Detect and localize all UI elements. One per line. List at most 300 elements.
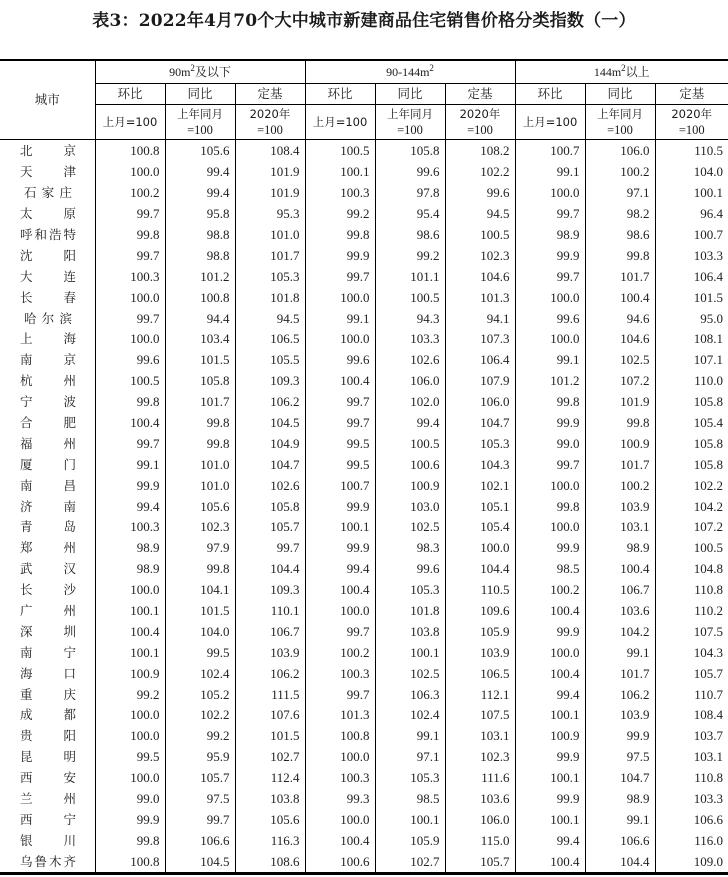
index-value-cell: 110.0 xyxy=(694,373,724,389)
index-value-cell: 100.0 xyxy=(95,287,165,308)
index-value-cell: 100.8 xyxy=(95,851,165,873)
index-value-cell: 100.2 xyxy=(95,183,165,204)
table-row xyxy=(0,162,728,183)
index-value-cell: 100.9 xyxy=(585,433,655,454)
index-value-cell: 106.4 xyxy=(445,350,515,371)
index-value-cell: 97.1 xyxy=(375,747,445,768)
index-value-cell: 99.7 xyxy=(95,245,165,266)
index-value-cell: 100.9 xyxy=(515,726,585,747)
index-value-cell: 112.1 xyxy=(445,684,515,705)
group-sup: 2 xyxy=(429,63,434,73)
index-value-cell: 100.9 xyxy=(375,475,445,496)
index-value-cell: 99.6 xyxy=(445,183,515,204)
index-value-cell: 99.6 xyxy=(515,308,585,329)
index-value-cell: 98.5 xyxy=(375,789,445,810)
index-value-cell: 103.6 xyxy=(585,601,655,622)
index-value-cell: 105.3 xyxy=(375,768,445,789)
index-value-cell: 112.4 xyxy=(235,768,305,789)
index-value-cell: 102.7 xyxy=(375,851,445,873)
index-value-cell: 100.8 xyxy=(165,287,235,308)
table-row xyxy=(0,350,728,371)
city-name-cell xyxy=(0,329,95,350)
index-value-cell: 95.8 xyxy=(165,204,235,225)
city-name-cell xyxy=(0,371,95,392)
index-value-cell: 100.5 xyxy=(305,140,375,162)
index-value-cell: 102.7 xyxy=(235,747,305,768)
city-name: 乌鲁木齐 xyxy=(20,853,76,869)
index-value-cell: 103.4 xyxy=(165,329,235,350)
city-name: 成都 xyxy=(20,707,76,723)
index-value-cell: 100.0 xyxy=(515,475,585,496)
index-value-cell: 104.8 xyxy=(693,561,724,577)
index-value-cell: 100.4 xyxy=(515,601,585,622)
index-value-cell: 108.1 xyxy=(693,331,724,347)
index-value-cell: 97.9 xyxy=(165,538,235,559)
base-label-line2: =100 xyxy=(187,123,213,137)
index-value-cell: 105.8 xyxy=(235,496,305,517)
index-value-cell: 103.9 xyxy=(445,642,515,663)
index-value-cell: 103.1 xyxy=(693,749,724,765)
group-sup: 2 xyxy=(190,63,195,73)
index-value-cell: 101.8 xyxy=(235,287,305,308)
table-row xyxy=(0,789,728,810)
index-value-cell: 100.0 xyxy=(305,747,375,768)
price-index-table xyxy=(0,59,728,875)
index-value-cell: 97.1 xyxy=(585,183,655,204)
index-value-cell: 108.4 xyxy=(235,140,305,162)
base-label-line2: =100 xyxy=(678,123,705,137)
index-value-cell: 98.3 xyxy=(375,538,445,559)
index-value-cell: 106.2 xyxy=(585,684,655,705)
sub-header-cell: 环比 xyxy=(515,84,585,105)
city-name: 北京 xyxy=(20,143,76,159)
city-name: 广州 xyxy=(20,603,76,619)
index-value-cell: 99.6 xyxy=(305,350,375,371)
city-name: 深圳 xyxy=(20,623,76,639)
index-value-cell: 97.5 xyxy=(585,747,655,768)
index-value-cell: 100.4 xyxy=(305,830,375,851)
index-value-cell: 102.3 xyxy=(445,245,515,266)
index-value-cell: 98.9 xyxy=(585,538,655,559)
city-name-cell xyxy=(0,810,95,831)
city-name: 合肥 xyxy=(20,415,76,431)
index-value-cell: 99.9 xyxy=(305,245,375,266)
table-header xyxy=(0,60,728,140)
base-label-line1: 上月=100 xyxy=(312,115,368,129)
table-row xyxy=(0,517,728,538)
index-value-cell: 99.2 xyxy=(305,204,375,225)
index-value-cell: 96.4 xyxy=(700,206,724,222)
index-value-cell: 100.3 xyxy=(305,183,375,204)
index-value-cell: 98.2 xyxy=(585,204,655,225)
index-value-cell: 102.5 xyxy=(375,663,445,684)
index-value-cell: 98.8 xyxy=(165,245,235,266)
city-name: 郑州 xyxy=(20,540,76,556)
index-value-cell: 104.5 xyxy=(165,851,235,873)
index-value-cell: 105.9 xyxy=(375,830,445,851)
index-value-cell: 101.2 xyxy=(515,371,585,392)
index-value-cell: 95.9 xyxy=(165,747,235,768)
index-value-cell: 99.7 xyxy=(305,413,375,434)
index-value-cell: 99.7 xyxy=(95,433,165,454)
index-value-cell: 99.6 xyxy=(375,162,445,183)
city-name: 青岛 xyxy=(20,519,76,535)
index-value-cell: 100.2 xyxy=(305,642,375,663)
index-value-cell: 104.3 xyxy=(445,454,515,475)
index-value-cell: 105.1 xyxy=(445,496,515,517)
table-row xyxy=(0,580,728,601)
index-value-cell: 99.8 xyxy=(515,392,585,413)
group-label: 144m xyxy=(593,65,622,79)
table-row xyxy=(0,183,728,204)
index-value-cell: 103.1 xyxy=(445,726,515,747)
index-value-cell: 103.9 xyxy=(585,705,655,726)
index-value-cell: 94.3 xyxy=(375,308,445,329)
index-value-cell: 101.5 xyxy=(165,350,235,371)
index-value-cell: 102.2 xyxy=(165,705,235,726)
index-value-cell: 99.7 xyxy=(515,454,585,475)
index-value-cell: 99.7 xyxy=(305,266,375,287)
table-row xyxy=(0,810,728,831)
index-value-cell: 102.2 xyxy=(693,477,724,493)
index-value-cell: 110.7 xyxy=(694,686,724,702)
group-label: 90m xyxy=(169,65,191,79)
index-value-cell: 103.6 xyxy=(445,789,515,810)
index-value-cell: 105.7 xyxy=(235,517,305,538)
table-row xyxy=(0,225,728,246)
index-value-cell: 103.0 xyxy=(375,496,445,517)
index-value-cell: 101.9 xyxy=(235,183,305,204)
city-name-cell xyxy=(0,204,95,225)
table-row xyxy=(0,413,728,434)
index-value-cell: 98.8 xyxy=(165,225,235,246)
city-name-cell xyxy=(0,580,95,601)
index-value-cell: 107.9 xyxy=(445,371,515,392)
index-value-cell: 109.0 xyxy=(693,853,724,869)
index-value-cell: 99.1 xyxy=(515,162,585,183)
index-value-cell: 107.2 xyxy=(585,371,655,392)
index-value-cell: 106.5 xyxy=(235,329,305,350)
index-value-cell: 105.8 xyxy=(693,435,724,451)
index-value-cell: 100.0 xyxy=(305,810,375,831)
index-value-cell: 103.7 xyxy=(693,728,724,744)
index-value-cell: 99.8 xyxy=(165,433,235,454)
base-header-cell xyxy=(235,105,305,140)
index-value-cell: 103.1 xyxy=(585,517,655,538)
index-value-cell: 108.6 xyxy=(235,851,305,873)
index-value-cell: 99.4 xyxy=(305,559,375,580)
base-label-line1: 上月=100 xyxy=(522,115,578,129)
city-name-cell xyxy=(0,684,95,705)
index-value-cell: 107.3 xyxy=(445,329,515,350)
index-value-cell: 106.4 xyxy=(693,268,724,284)
index-value-cell: 101.5 xyxy=(165,601,235,622)
index-value-cell: 100.0 xyxy=(515,183,585,204)
city-name-cell xyxy=(0,517,95,538)
index-value-cell: 100.7 xyxy=(305,475,375,496)
index-value-cell: 101.7 xyxy=(165,392,235,413)
index-value-cell: 103.9 xyxy=(235,642,305,663)
index-value-cell: 100.1 xyxy=(95,601,165,622)
index-value-cell: 101.7 xyxy=(585,663,655,684)
index-value-cell: 104.0 xyxy=(165,621,235,642)
index-value-cell: 106.6 xyxy=(165,830,235,851)
index-value-cell: 99.3 xyxy=(305,789,375,810)
table-row xyxy=(0,245,728,266)
index-value-cell: 99.8 xyxy=(585,245,655,266)
index-value-cell: 105.4 xyxy=(445,517,515,538)
index-value-cell: 99.5 xyxy=(305,454,375,475)
base-header-cell xyxy=(515,105,585,140)
city-name-cell xyxy=(0,308,95,329)
index-value-cell: 109.6 xyxy=(445,601,515,622)
index-value-cell: 105.9 xyxy=(445,621,515,642)
index-value-cell: 102.6 xyxy=(235,475,305,496)
index-value-cell: 103.3 xyxy=(375,329,445,350)
group-sup: 2 xyxy=(621,63,626,73)
city-name-cell xyxy=(0,245,95,266)
city-name-cell xyxy=(0,183,95,204)
table-row xyxy=(0,329,728,350)
index-value-cell: 107.5 xyxy=(693,623,724,639)
base-header-cell xyxy=(375,105,445,140)
index-value-cell: 100.0 xyxy=(515,642,585,663)
city-name-cell xyxy=(0,392,95,413)
index-value-cell: 105.7 xyxy=(445,851,515,873)
index-value-cell: 102.3 xyxy=(445,747,515,768)
index-value-cell: 99.0 xyxy=(95,789,165,810)
index-value-cell: 100.0 xyxy=(445,538,515,559)
index-value-cell: 100.0 xyxy=(305,601,375,622)
table-row xyxy=(0,266,728,287)
index-value-cell: 94.5 xyxy=(445,204,515,225)
table-row xyxy=(0,140,728,162)
index-value-cell: 100.5 xyxy=(375,287,445,308)
index-value-cell: 98.9 xyxy=(515,225,585,246)
table-row xyxy=(0,287,728,308)
city-name-cell xyxy=(0,266,95,287)
index-value-cell: 100.0 xyxy=(95,705,165,726)
index-value-cell: 101.3 xyxy=(445,287,515,308)
city-name: 南京 xyxy=(20,352,76,368)
index-value-cell: 99.7 xyxy=(515,266,585,287)
table-row xyxy=(0,392,728,413)
index-value-cell: 94.1 xyxy=(445,308,515,329)
index-value-cell: 99.7 xyxy=(95,308,165,329)
city-name-cell xyxy=(0,851,95,873)
index-value-cell: 105.8 xyxy=(693,394,724,410)
index-value-cell: 99.1 xyxy=(585,642,655,663)
group-header-over-144 xyxy=(515,60,728,84)
city-name: 西安 xyxy=(20,770,76,786)
base-header-cell xyxy=(305,105,375,140)
base-header-cell xyxy=(585,105,655,140)
sub-header-cell: 同比 xyxy=(585,84,655,105)
index-value-cell: 100.0 xyxy=(305,329,375,350)
index-value-cell: 100.0 xyxy=(515,517,585,538)
index-value-cell: 102.2 xyxy=(445,162,515,183)
index-value-cell: 116.3 xyxy=(235,830,305,851)
index-value-cell: 103.3 xyxy=(693,791,724,807)
index-value-cell: 101.0 xyxy=(165,475,235,496)
index-value-cell: 94.5 xyxy=(235,308,305,329)
index-value-cell: 105.4 xyxy=(693,415,724,431)
index-value-cell: 99.8 xyxy=(95,392,165,413)
index-value-cell: 102.3 xyxy=(165,517,235,538)
index-value-cell: 107.1 xyxy=(693,352,724,368)
table-row xyxy=(0,601,728,622)
table-row xyxy=(0,663,728,684)
table-row xyxy=(0,851,728,873)
index-value-cell: 101.1 xyxy=(375,266,445,287)
index-value-cell: 104.0 xyxy=(693,164,724,180)
index-value-cell: 100.2 xyxy=(515,580,585,601)
index-value-cell: 105.6 xyxy=(165,496,235,517)
sub-header-cell: 环比 xyxy=(305,84,375,105)
base-label-line1: 2020年 xyxy=(249,107,291,121)
index-value-cell: 108.4 xyxy=(693,707,724,723)
index-value-cell: 105.7 xyxy=(165,768,235,789)
city-name: 武汉 xyxy=(20,561,76,577)
index-value-cell: 101.5 xyxy=(235,726,305,747)
index-value-cell: 100.3 xyxy=(95,266,165,287)
city-name-cell xyxy=(0,475,95,496)
city-name: 兰州 xyxy=(20,791,76,807)
city-name: 福州 xyxy=(20,435,76,451)
index-value-cell: 103.8 xyxy=(235,789,305,810)
table-row xyxy=(0,684,728,705)
index-value-cell: 99.7 xyxy=(305,392,375,413)
base-label-line1: 上年同月 xyxy=(177,107,223,121)
index-value-cell: 100.4 xyxy=(585,559,655,580)
index-value-cell: 106.0 xyxy=(585,140,655,162)
index-value-cell: 100.6 xyxy=(305,851,375,873)
index-value-cell: 104.4 xyxy=(585,851,655,873)
index-value-cell: 97.8 xyxy=(375,183,445,204)
index-value-cell: 107.6 xyxy=(235,705,305,726)
city-name: 海口 xyxy=(20,665,76,681)
index-value-cell: 99.4 xyxy=(165,162,235,183)
index-value-cell: 100.5 xyxy=(693,540,724,556)
index-value-cell: 100.4 xyxy=(585,287,655,308)
base-header-cell xyxy=(95,105,165,140)
index-value-cell: 106.0 xyxy=(445,810,515,831)
table-row xyxy=(0,621,728,642)
index-value-cell: 99.2 xyxy=(95,684,165,705)
index-value-cell: 99.1 xyxy=(305,308,375,329)
city-name-cell xyxy=(0,621,95,642)
index-value-cell: 100.5 xyxy=(445,225,515,246)
index-value-cell: 99.7 xyxy=(305,621,375,642)
city-name: 重庆 xyxy=(20,686,76,702)
index-value-cell: 101.2 xyxy=(165,266,235,287)
index-value-cell: 106.7 xyxy=(235,621,305,642)
index-value-cell: 100.8 xyxy=(305,726,375,747)
base-label-line1: 上月=100 xyxy=(102,115,158,129)
city-column-header: 城市 xyxy=(0,60,95,140)
index-value-cell: 104.3 xyxy=(693,644,724,660)
index-value-cell: 102.4 xyxy=(165,663,235,684)
index-value-cell: 99.9 xyxy=(515,413,585,434)
index-value-cell: 103.9 xyxy=(585,496,655,517)
index-value-cell: 105.7 xyxy=(693,665,724,681)
group-header-90-144 xyxy=(305,60,515,84)
index-value-cell: 102.6 xyxy=(375,350,445,371)
index-value-cell: 99.8 xyxy=(165,413,235,434)
city-name: 杭州 xyxy=(20,373,76,389)
index-value-cell: 99.8 xyxy=(305,225,375,246)
table-row xyxy=(0,559,728,580)
index-value-cell: 99.4 xyxy=(375,413,445,434)
table-row xyxy=(0,371,728,392)
index-value-cell: 101.9 xyxy=(585,392,655,413)
index-value-cell: 101.0 xyxy=(235,225,305,246)
index-value-cell: 100.3 xyxy=(95,517,165,538)
index-value-cell: 99.9 xyxy=(95,475,165,496)
index-value-cell: 100.0 xyxy=(515,287,585,308)
table-row xyxy=(0,830,728,851)
index-value-cell: 115.0 xyxy=(445,830,515,851)
city-name: 长沙 xyxy=(20,582,76,598)
index-value-cell: 107.5 xyxy=(445,705,515,726)
index-value-cell: 99.7 xyxy=(95,204,165,225)
index-value-cell: 101.0 xyxy=(165,454,235,475)
city-name: 大连 xyxy=(20,268,76,284)
index-value-cell: 102.1 xyxy=(445,475,515,496)
index-value-cell: 99.6 xyxy=(95,350,165,371)
index-value-cell: 101.8 xyxy=(375,601,445,622)
index-value-cell: 99.8 xyxy=(585,413,655,434)
index-value-cell: 99.2 xyxy=(165,726,235,747)
index-value-cell: 110.2 xyxy=(694,603,724,619)
index-value-cell: 105.6 xyxy=(235,810,305,831)
city-name: 南宁 xyxy=(20,644,76,660)
index-value-cell: 104.7 xyxy=(235,454,305,475)
index-value-cell: 99.7 xyxy=(305,684,375,705)
city-name-cell xyxy=(0,162,95,183)
city-name-cell xyxy=(0,789,95,810)
index-value-cell: 106.6 xyxy=(693,811,724,827)
index-value-cell: 95.3 xyxy=(235,204,305,225)
index-value-cell: 110.1 xyxy=(235,601,305,622)
index-value-cell: 105.5 xyxy=(235,350,305,371)
index-value-cell: 105.3 xyxy=(235,266,305,287)
index-value-cell: 100.1 xyxy=(95,642,165,663)
city-name: 石家庄 xyxy=(24,185,72,201)
index-value-cell: 104.2 xyxy=(693,498,724,514)
index-value-cell: 104.6 xyxy=(585,329,655,350)
index-value-cell: 99.9 xyxy=(585,726,655,747)
city-name-cell xyxy=(0,726,95,747)
index-value-cell: 105.8 xyxy=(165,371,235,392)
index-value-cell: 99.9 xyxy=(305,496,375,517)
index-value-cell: 111.5 xyxy=(235,684,305,705)
index-value-cell: 99.8 xyxy=(165,559,235,580)
index-value-cell: 99.5 xyxy=(95,747,165,768)
group-suffix: 以上 xyxy=(625,65,650,79)
index-value-cell: 98.9 xyxy=(95,559,165,580)
sub-header-cell: 定基 xyxy=(445,84,515,105)
base-label-line2: =100 xyxy=(467,123,493,137)
table-row xyxy=(0,747,728,768)
index-value-cell: 101.5 xyxy=(693,289,724,305)
index-value-cell: 102.5 xyxy=(585,350,655,371)
index-value-cell: 101.7 xyxy=(235,245,305,266)
index-value-cell: 100.2 xyxy=(585,475,655,496)
index-value-cell: 98.9 xyxy=(95,538,165,559)
base-label-line2: =100 xyxy=(257,123,283,137)
index-value-cell: 98.9 xyxy=(585,789,655,810)
